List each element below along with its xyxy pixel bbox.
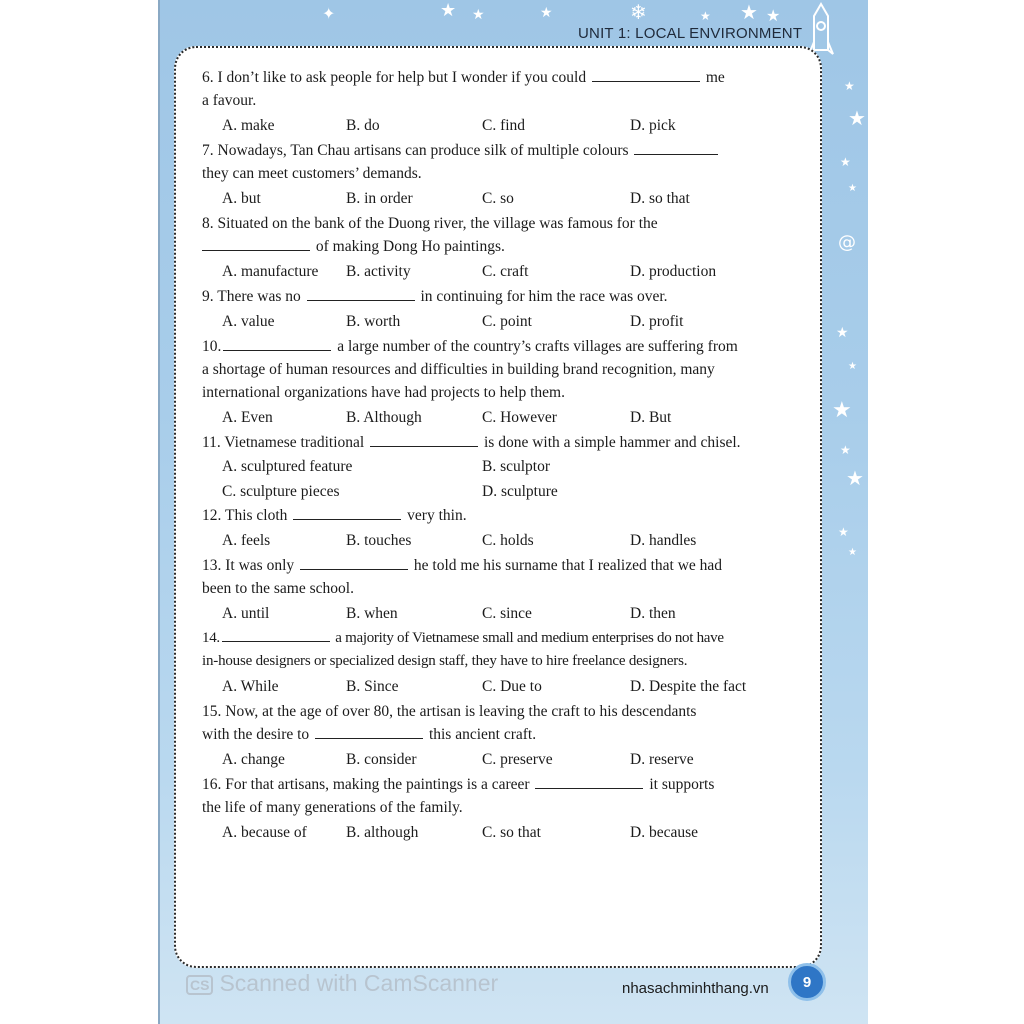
option-c[interactable]: C. Due to (482, 677, 542, 695)
unit-title: UNIT 1: LOCAL ENVIRONMENT (578, 25, 803, 42)
option-row (222, 746, 802, 773)
question-item (202, 504, 802, 554)
option-row (222, 185, 802, 212)
star-icon: ★ (740, 0, 758, 24)
scanner-text: Scanned with CamScanner (219, 970, 499, 996)
question-line: of making Dong Ho paintings. (202, 235, 802, 258)
answer-blank[interactable] (300, 557, 408, 570)
option-c[interactable]: C. craft (482, 262, 529, 280)
option-row (222, 479, 802, 504)
question-line: 8. Situated on the bank of the Duong river, the village was famous for the (202, 215, 658, 232)
option-row (222, 454, 802, 479)
question-item (202, 139, 802, 212)
option-a[interactable]: A. sculptured feature (222, 457, 353, 475)
question-line: 7. Nowadays, Tan Chau artisans can produce silk of multiple colours (202, 139, 802, 162)
option-a[interactable]: A. until (222, 604, 270, 622)
option-row (222, 819, 802, 846)
option-b[interactable]: B. worth (346, 312, 401, 330)
question-item (202, 66, 802, 139)
star-icon: ★ (836, 325, 849, 341)
question-line: 13. It was only he told me his surname that I realized that we had (202, 557, 723, 574)
option-d[interactable]: D. Despite the fact (630, 677, 747, 695)
option-row (222, 600, 802, 627)
answer-blank[interactable] (535, 776, 643, 789)
option-d[interactable]: D. reserve (630, 750, 694, 768)
answer-blank[interactable] (315, 726, 423, 739)
star-icon: ★ (848, 361, 857, 372)
camscanner-logo-icon: CS (186, 975, 213, 995)
option-d[interactable]: D. pick (630, 116, 676, 134)
question-line: international organizations have had projects to help them. (202, 384, 565, 401)
star-icon: ★ (848, 547, 857, 558)
option-b[interactable]: B. consider (346, 750, 417, 768)
star-icon: ★ (846, 466, 864, 490)
binding-edge (158, 0, 160, 1024)
option-row (222, 404, 802, 431)
option-a[interactable]: A. While (222, 677, 279, 695)
website-link[interactable]: nhasachminhthang.vn (622, 980, 769, 997)
question-line: in-house designers or specialized design staff, they have to hire freelance designers. (202, 653, 688, 669)
option-a[interactable]: A. make (222, 116, 275, 134)
question-item (202, 773, 802, 846)
option-b[interactable]: B. Since (346, 677, 399, 695)
question-line: a shortage of human resources and difficulties in building brand recognition, many (202, 361, 715, 378)
option-b[interactable]: B. do (346, 116, 380, 134)
question-item (202, 627, 802, 700)
option-c[interactable]: C. since (482, 604, 532, 622)
option-b[interactable]: B. sculptor (482, 457, 551, 475)
star-icon: ★ (840, 443, 851, 457)
star-icon: ★ (848, 183, 857, 194)
question-line: been to the same school. (202, 580, 354, 597)
question-line: 15. Now, at the age of over 80, the artisan is leaving the craft to his descendants (202, 703, 697, 720)
exercise-content (202, 66, 802, 846)
question-line: a favour. (202, 92, 257, 109)
star-icon: ★ (844, 79, 855, 93)
question-line: they can meet customers’ demands. (202, 165, 422, 182)
star-icon: ★ (440, 0, 457, 21)
option-b[interactable]: B. in order (346, 189, 413, 207)
question-item (202, 285, 802, 335)
question-item (202, 554, 802, 627)
question-line: with the desire to this ancient craft. (202, 726, 537, 743)
question-line: 9. There was no in continuing for him the race was over. (202, 288, 668, 305)
option-c[interactable]: C. so that (482, 823, 541, 841)
star-icon: ★ (840, 155, 851, 169)
camscanner-watermark (186, 970, 498, 997)
answer-blank[interactable] (293, 507, 401, 520)
option-c[interactable]: C. so (482, 189, 514, 207)
option-d[interactable]: D. handles (630, 531, 697, 549)
option-d[interactable]: D. then (630, 604, 676, 622)
option-c[interactable]: C. However (482, 408, 557, 426)
question-line: 11. Vietnamese traditional is done with a simple hammer and chisel. (202, 434, 741, 451)
question-line: 6. I don’t like to ask people for help but I wonder if you could me (202, 69, 725, 86)
option-b[interactable]: B. when (346, 604, 398, 622)
option-c[interactable]: C. preserve (482, 750, 553, 768)
question-line: 10. a large number of the country’s crafts villages are suffering from (202, 338, 738, 355)
option-a[interactable]: A. because of (222, 823, 307, 841)
answer-blank[interactable] (202, 238, 310, 251)
question-line: 12. This cloth very thin. (202, 507, 467, 524)
option-row (222, 673, 802, 700)
question-line: 14. a majority of Vietnamese small and medium enterprises do not have (202, 630, 724, 646)
answer-blank[interactable] (592, 69, 700, 82)
option-row (222, 308, 802, 335)
option-b[interactable]: B. touches (346, 531, 412, 549)
answer-blank[interactable] (307, 288, 415, 301)
option-c[interactable]: C. sculpture pieces (222, 482, 340, 500)
option-d[interactable]: D. sculpture (482, 482, 558, 500)
snowflake-icon: ❄ (630, 0, 647, 24)
answer-blank[interactable] (223, 338, 331, 351)
answer-blank[interactable] (370, 434, 478, 447)
option-row (222, 527, 802, 554)
question-item (202, 212, 802, 285)
star-icon: ★ (700, 9, 711, 23)
star-icon: ★ (832, 398, 852, 423)
option-a[interactable]: A. value (222, 312, 275, 330)
option-b[interactable]: B. although (346, 823, 419, 841)
question-line: the life of many generations of the family. (202, 799, 463, 816)
star-icon: ★ (766, 6, 781, 25)
page-number-badge: 9 (788, 963, 826, 1001)
star-icon: ★ (838, 525, 849, 539)
option-d[interactable]: D. because (630, 823, 698, 841)
question-item (202, 700, 802, 773)
star-icon: ★ (848, 106, 866, 130)
option-c[interactable]: C. point (482, 312, 532, 330)
question-item (202, 431, 802, 504)
option-b[interactable]: B. activity (346, 262, 411, 280)
star-icon: ★ (540, 5, 553, 21)
answer-blank[interactable] (222, 629, 330, 642)
at-sign-icon: @ (838, 232, 856, 253)
option-c[interactable]: C. find (482, 116, 526, 134)
question-item (202, 335, 802, 431)
option-row (222, 258, 802, 285)
option-d[interactable]: D. production (630, 262, 717, 280)
star-icon: ★ (472, 7, 485, 23)
option-a[interactable]: A. Even (222, 408, 273, 426)
option-d[interactable]: D. But (630, 408, 672, 426)
option-d[interactable]: D. so that (630, 189, 690, 207)
star-icon: ✦ (322, 4, 336, 23)
option-row (222, 112, 802, 139)
option-a[interactable]: A. manufacture (222, 262, 319, 280)
option-d[interactable]: D. profit (630, 312, 684, 330)
answer-blank[interactable] (634, 142, 718, 155)
option-a[interactable]: A. change (222, 750, 285, 768)
option-a[interactable]: A. feels (222, 531, 271, 549)
option-c[interactable]: C. holds (482, 531, 534, 549)
option-a[interactable]: A. but (222, 189, 261, 207)
option-b[interactable]: B. Although (346, 408, 422, 426)
question-line: 16. For that artisans, making the paintings is a career it supports (202, 776, 715, 793)
